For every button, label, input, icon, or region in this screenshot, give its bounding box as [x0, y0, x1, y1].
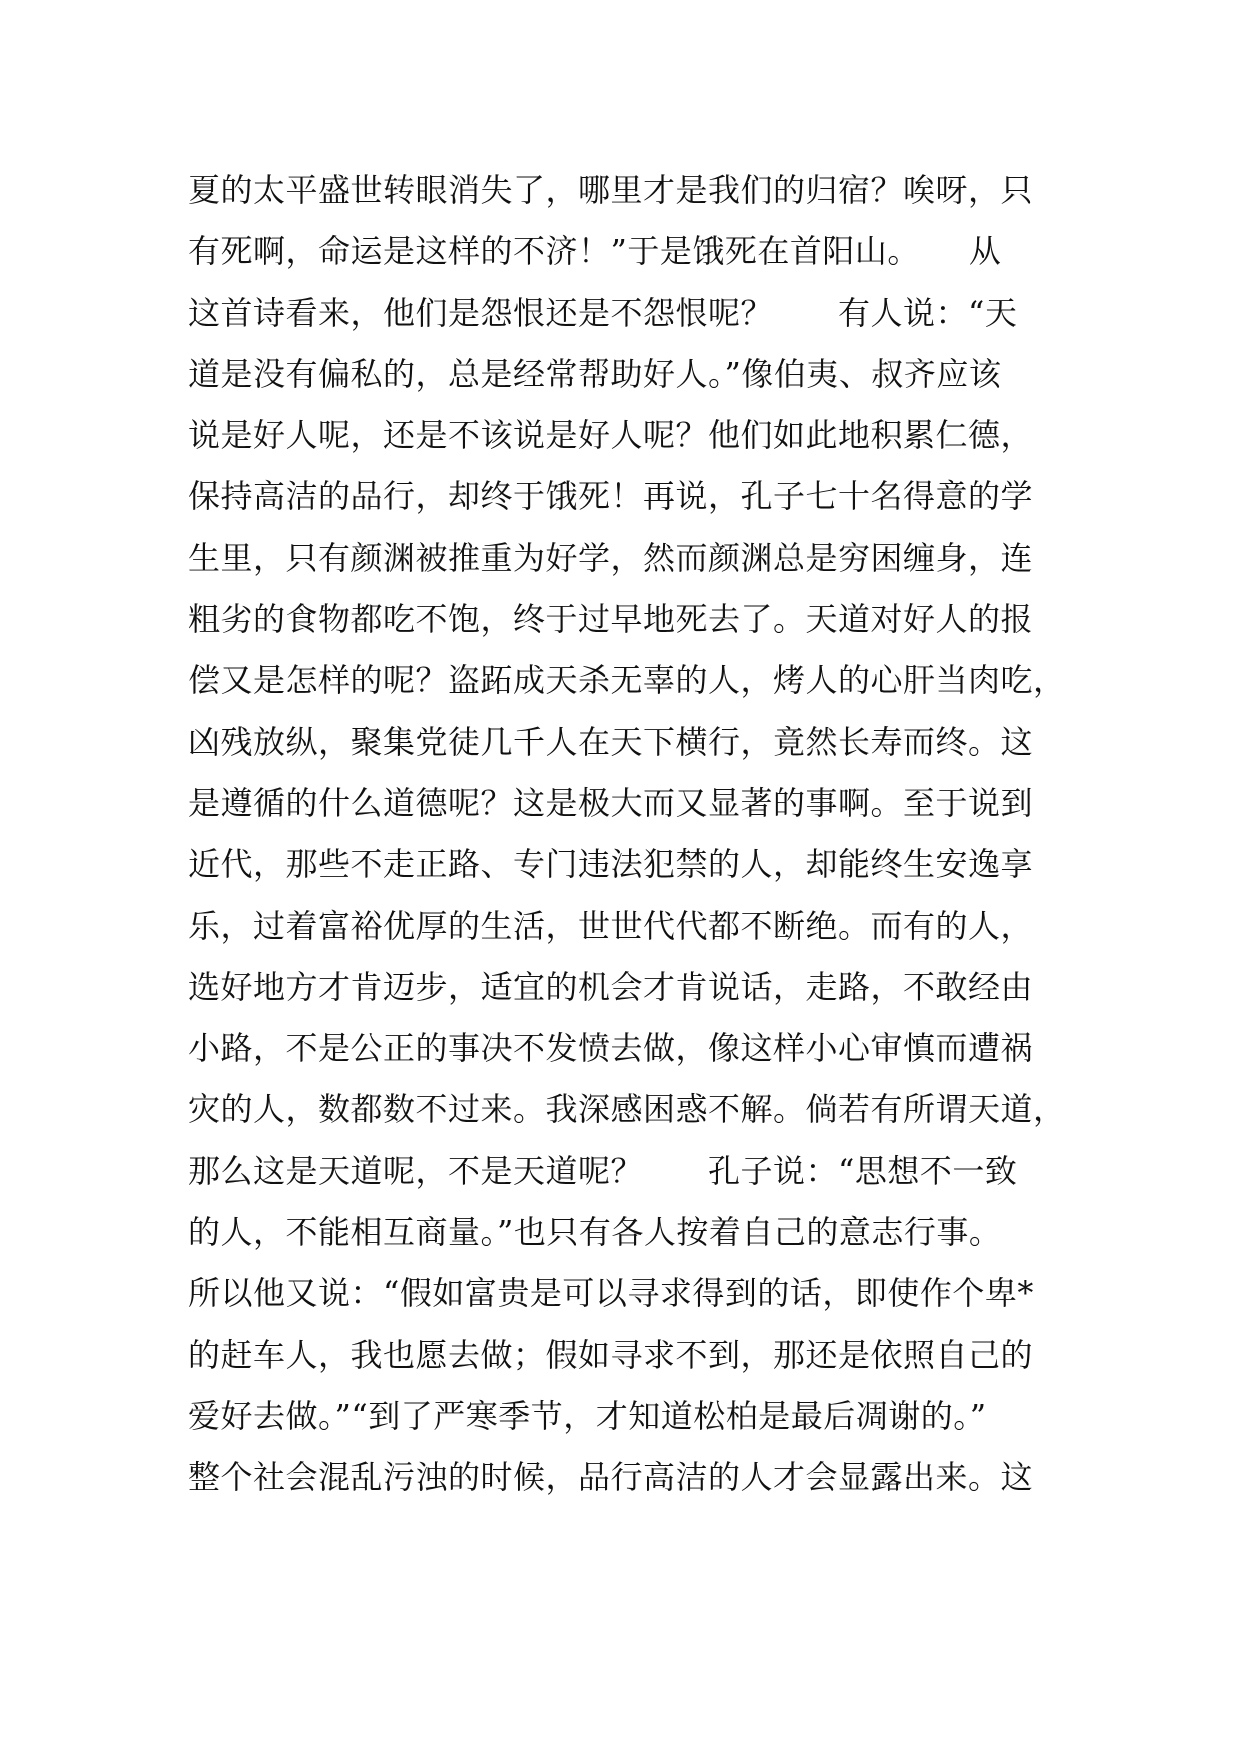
text-line: 凶残放纵，聚集党徒几千人在天下横行，竟然长寿而终。这 [188, 722, 1034, 761]
text-line: 有死啊，命运是这样的不济！”于是饿死在首阳山。 从 [188, 232, 1002, 271]
text-line: 这首诗看来，他们是怨恨还是不怨恨呢？ 有人说：“天 [188, 293, 1018, 332]
text-line: 夏的太平盛世转眼消失了，哪里才是我们的归宿？唉呀，只 [188, 171, 1034, 209]
text-line: 灾的人，数都数不过来。我深感困惑不解。倘若有所谓天道， [188, 1090, 1066, 1129]
text-line: 保持高洁的品行，却终于饿死！再说，孔子七十名得意的学 [188, 477, 1034, 516]
text-line: 整个社会混乱污浊的时候，品行高洁的人才会显露出来。这 [188, 1458, 1034, 1497]
text-line: 生里，只有颜渊被推重为好学，然而颜渊总是穷困缠身，连 [188, 538, 1034, 577]
text-line: 的赶车人，我也愿去做；假如寻求不到，那还是依照自己的 [188, 1335, 1034, 1374]
text-line: 道是没有偏私的，总是经常帮助好人。”像伯夷、叔齐应该 [188, 354, 1002, 393]
text-line: 选好地方才肯迈步，适宜的机会才肯说话，走路，不敢经由 [188, 967, 1034, 1006]
text-line: 是遵循的什么道德呢？这是极大而又显著的事啊。至于说到 [188, 783, 1034, 822]
text-line: 那么这是天道呢，不是天道呢？ 孔子说：“思想不一致 [188, 1151, 1018, 1190]
text-line: 小路，不是公正的事决不发愤去做，像这样小心审慎而遭祸 [188, 1029, 1034, 1068]
text-line: 粗劣的食物都吃不饱，终于过早地死去了。天道对好人的报 [188, 600, 1034, 639]
text-line: 说是好人呢，还是不该说是好人呢？他们如此地积累仁德， [188, 416, 1034, 455]
text-line: 爱好去做。”“到了严寒季节，才知道松柏是最后凋谢的。” [188, 1396, 987, 1435]
text-line: 近代，那些不走正路、专门违法犯禁的人，却能终生安逸享 [188, 845, 1034, 884]
text-line: 所以他又说：“假如富贵是可以寻求得到的话，即使作个卑* [188, 1274, 1034, 1313]
text-line: 的人，不能相互商量。”也只有各人按着自己的意志行事。 [188, 1213, 1002, 1252]
text-line: 偿又是怎样的呢？盗跖成天杀无辜的人，烤人的心肝当肉吃， [188, 661, 1066, 700]
text-line: 乐，过着富裕优厚的生活，世世代代都不断绝。而有的人， [188, 906, 1034, 945]
body-text [188, 160, 1068, 1509]
